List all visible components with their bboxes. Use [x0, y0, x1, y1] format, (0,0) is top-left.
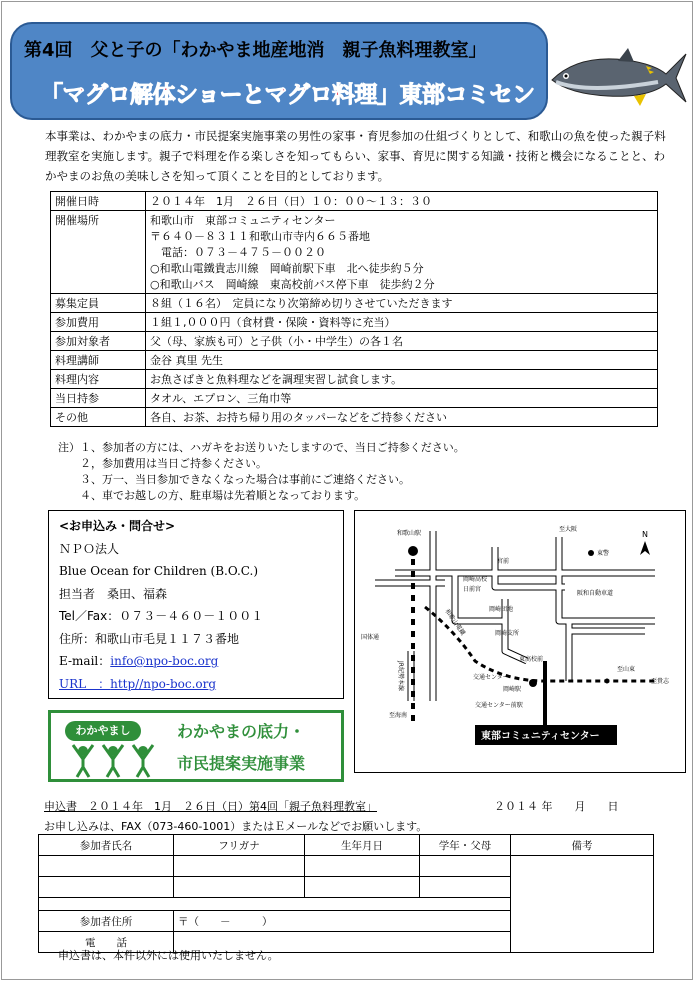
north-arrow-icon	[640, 530, 650, 555]
info-value	[146, 351, 658, 370]
info-value-line: ○和歌山電鐵貴志川線 岡崎前駅下車 北へ徒歩約５分	[150, 262, 424, 275]
contact-address: 住所：和歌山市毛見１１７３番地	[59, 631, 240, 646]
tuna-fish-icon	[548, 46, 688, 108]
wakayama-logo	[48, 710, 344, 782]
map-label-jr: JR紀勢本線	[397, 661, 404, 691]
map-label-kotsu: 交通センター	[473, 674, 509, 681]
application-form	[38, 834, 654, 953]
url-link[interactable]: http//npo-boc.org	[110, 676, 217, 691]
info-label: 開催場所	[51, 211, 146, 294]
col-furigana: フリガナ	[174, 835, 305, 856]
logo-line-2: 市民提案実施事業	[177, 754, 306, 773]
map-label-osaka: 至大阪	[559, 526, 578, 533]
map-label-kainan: 至海南	[389, 712, 408, 719]
contact-tel: Tel／Fax：０７３－４６０－１００１	[59, 609, 264, 623]
note-2: ２，参加費用は当日ご持参ください。	[80, 457, 267, 470]
map-label-police: 東警	[597, 550, 610, 557]
info-row	[51, 313, 658, 332]
map-label-okazaki: 岡崎駅	[503, 686, 522, 693]
info-row	[51, 211, 658, 294]
application-title: 申込書 ２０１４年 1月 ２６日（日）第4回「親子魚料理教室」	[44, 800, 377, 813]
furigana-field-1[interactable]	[174, 856, 305, 877]
birth-field-1[interactable]	[305, 856, 420, 877]
info-label: その他	[51, 408, 146, 427]
info-value-line: 金谷 真里 先生	[150, 354, 223, 367]
info-value	[146, 408, 658, 427]
grade-field-2[interactable]	[420, 877, 511, 898]
logo-line-1: わかやまの底力・	[177, 722, 306, 741]
map-drawing	[355, 511, 685, 772]
people-icon	[69, 743, 157, 779]
map-label-highschool: 岡崎高校	[463, 576, 488, 583]
email-label: E-mail：	[59, 654, 111, 668]
map-label-kishi: 至貴志	[651, 678, 670, 685]
phone-label: 電 話	[39, 932, 174, 953]
event-subtitle: 「マグロ解体ショーとマグロ料理」東部コミセン	[40, 82, 535, 108]
info-value-line: 和歌山市 東部コミュニティセンター	[150, 214, 336, 227]
application-date: ２０１４ 年 月 日	[494, 800, 619, 813]
title-banner	[10, 22, 548, 120]
col-grade: 学年・父母	[420, 835, 511, 856]
map-label-dentetsu: 和歌山電鐵	[443, 608, 467, 637]
name-field-1[interactable]	[39, 856, 174, 877]
map-label-kotsu-station: 交通センター前駅	[475, 702, 523, 709]
event-title: 第4回 父と子の「わかやま地産地消 親子魚料理教室」	[24, 40, 487, 61]
grade-field-1[interactable]	[420, 856, 511, 877]
info-value-line: 電話：０７３－４７５－００２０	[150, 246, 326, 259]
event-info-table	[50, 191, 658, 427]
info-label: 募集定員	[51, 294, 146, 313]
info-label: 参加費用	[51, 313, 146, 332]
info-label: 料理内容	[51, 370, 146, 389]
privacy-note: 申込書は、本件以外には使用いたしません。	[58, 949, 279, 962]
info-value	[146, 370, 658, 389]
contact-email-row	[59, 650, 333, 673]
info-label: 開催日時	[51, 192, 146, 211]
contact-heading: <お申込み・問合せ>	[59, 519, 176, 533]
info-value	[146, 192, 658, 211]
info-value	[146, 313, 658, 332]
furigana-field-2[interactable]	[174, 877, 305, 898]
info-value-line: ８組（１６名） 定員になり次第締め切りさせていただきます	[150, 297, 453, 310]
map-label-branch: 岡崎支所	[495, 630, 520, 637]
remarks-field[interactable]	[511, 856, 654, 953]
contact-staff: 担当者 桑田、福森	[59, 586, 168, 601]
spacer-row	[39, 898, 511, 911]
contact-box	[48, 510, 344, 699]
contact-name: Blue Ocean for Children (B.O.C.)	[59, 564, 259, 578]
info-value-line: 父（母、家族も可）と子供（小・中学生）の各１名	[150, 335, 403, 348]
info-row	[51, 408, 658, 427]
map-label-higashi: 東高校前	[519, 656, 544, 663]
info-value-line: ２０１４年 1月 ２６日（日）１０：００～１３：３０	[150, 195, 432, 208]
info-value	[146, 332, 658, 351]
application-instruction: お申し込みは、FAX（073-460-1001）またはＥメールなどでお願いします。	[44, 820, 428, 833]
birth-field-2[interactable]	[305, 877, 420, 898]
map-label-danchi: 岡崎団地	[489, 606, 514, 613]
info-value-line: ○和歌山バス 岡崎線 東高校前バス停下車 徒歩約２分	[150, 278, 435, 291]
application-header	[44, 798, 644, 814]
address-label: 参加者住所	[39, 911, 174, 932]
notes	[58, 440, 465, 504]
info-label: 料理講師	[51, 351, 146, 370]
info-value-line: タオル、エプロン、三角巾等	[150, 392, 292, 405]
intro-paragraph: 本事業は、わかやまの底力・市民提案実施事業の男性の家事・育児参加の仕組づくりとして、和歌山の魚を使った親子料理教室を実施します。親子で料理を作る楽しさを知ってもらい、家事、育児に関する知識・技術と機会になることと、わかやまのお魚の美味しさを知って頂くことを目的としております。	[45, 129, 666, 183]
access-map	[354, 510, 686, 773]
svg-text:N: N	[642, 530, 648, 539]
info-value	[146, 294, 658, 313]
map-label-sando: 至山東	[617, 666, 636, 673]
info-value	[146, 389, 658, 408]
info-value	[146, 211, 658, 294]
info-value-line: 各自、お茶、お持ち帰り用のタッパーなどをご持参ください	[150, 411, 447, 424]
info-label: 参加対象者	[51, 332, 146, 351]
contact-org: ＮＰＯ法人	[59, 541, 120, 556]
url-label: URL ：	[59, 676, 111, 691]
info-value-line: お魚さばきと魚料理などを調理実習し試食します。	[150, 373, 403, 386]
col-remarks: 備考	[511, 835, 654, 856]
logo-pill: わかやまし	[65, 721, 141, 741]
name-field-2[interactable]	[39, 877, 174, 898]
info-row	[51, 351, 658, 370]
info-value-line: １組１,０００円（食材費・保険・資料等に充当）	[150, 316, 396, 329]
map-label-kokutai: 国体通	[361, 634, 380, 641]
col-birthdate: 生年月日	[305, 835, 420, 856]
zip-field[interactable]: 〒（ － ）	[178, 915, 273, 928]
map-label-highway: 阪和自動車道	[577, 590, 614, 597]
email-link[interactable]: info@npo-boc.org	[110, 654, 219, 668]
note-4: ４、車でお越しの方、駐車場は先着順となっております。	[80, 489, 366, 502]
map-label-miyamae: 宮前	[497, 558, 510, 565]
info-row	[51, 370, 658, 389]
info-value-line: 〒６４０－８３１１和歌山市寺内６６５番地	[150, 230, 370, 243]
info-row	[51, 389, 658, 408]
info-label: 当日持参	[51, 389, 146, 408]
map-label-hinomiya: 日前宮	[463, 586, 482, 593]
note-3: ３、万一、当日参加できなくなった場合は事前にご連絡ください。	[80, 473, 410, 486]
info-row	[51, 192, 658, 211]
col-name: 参加者氏名	[39, 835, 174, 856]
map-center-label: 東部コミュニティセンター	[481, 731, 600, 742]
note-1: 注）１、参加者の方には、ハガキをお送りいたしますので、当日ご持参ください。	[58, 441, 465, 454]
info-row	[51, 294, 658, 313]
map-label-station: 和歌山駅	[397, 530, 422, 537]
contact-url-row	[59, 673, 333, 696]
address-field[interactable]	[174, 911, 511, 932]
info-row	[51, 332, 658, 351]
